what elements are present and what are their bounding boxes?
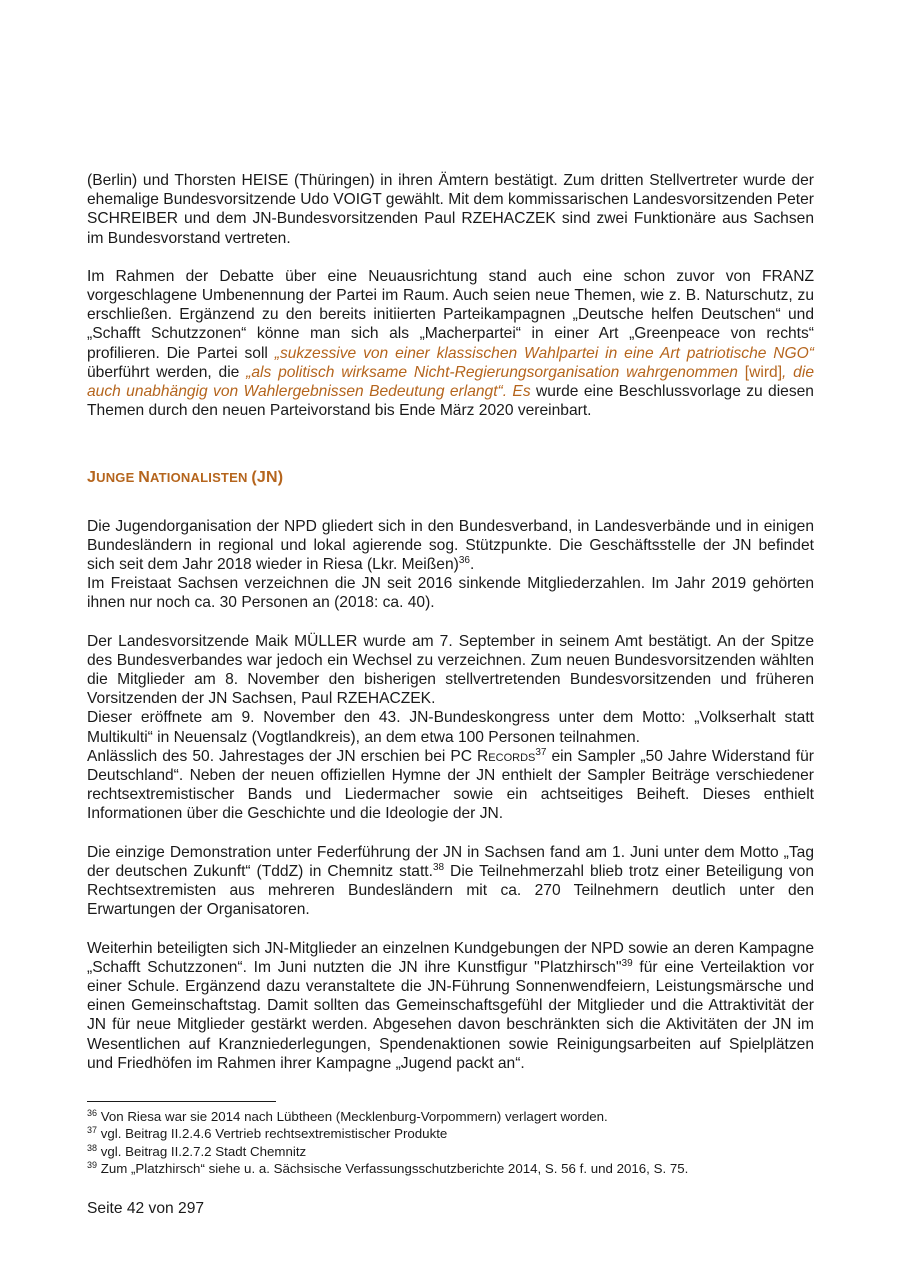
- quote-ngo: „sukzessive von einer klassischen Wahlpartei in eine Art patriotische NGO“: [274, 344, 815, 362]
- paragraph-landesvorsitzender: Der Landesvorsitzende Maik MÜLLER wurde am 7. September in seinem Amt bestätigt. An der Spitze des Bundesverbandes war jedoch ein Wechsel zu verzeichnen. Zum neuen Bundesvorsitzenden wählten die Mitglieder am 8. November den bisherigen stellvertretenden Bundesvorsitzenden und früheren Vorsitzenden der JN Sachsen, Paul RZEHACZEK.: [87, 632, 814, 708]
- text-run: für eine Verteilaktion vor einer Schule. Ergänzend dazu veranstaltete die JN-Führung Sonnenwendfeiern, Leistungsmärsche und einen Gemeinschaftstag. Damit sollten das Gemeinschaftsgefühl der Mitglieder und die Attraktivität der JN für neue Mitglieder gestärkt werden. Abgesehen davon beschränkten sich die Aktivitäten der JN im Wesentlichen auf Kranzniederlegungen, Spendenaktionen sowie Reinigungsarbeiten auf Spielplätzen und Friedhöfen im Rahmen ihrer Kampagne „Jugend packt an“.: [87, 958, 815, 1072]
- paragraph-jugendorganisation: [87, 517, 814, 575]
- paragraph-bundesvorstand: (Berlin) und Thorsten HEISE (Thüringen) in ihren Ämtern bestätigt. Zum dritten Stellvertreter wurde der ehemalige Bundesvorsitzende Udo VOIGT gewählt. Mit dem kommissarischen Landesvorsitzenden Peter SCHREIBER und dem JN-Bundesvorsitzenden Paul RZEHACZEK sind zwei Funktionäre aus Sachsen im Bundesvorstand vertreten.: [87, 172, 814, 247]
- label-records: Records: [477, 747, 536, 765]
- heading-initial: N: [138, 469, 151, 487]
- text-run: Die einzige Demonstration unter Federführung der JN in Sachsen fand am 1. Juni unter dem Motto „Tag der deutschen Zukunft“ (TddZ) in Chemnitz statt.: [87, 843, 814, 880]
- footnote-39: [87, 1160, 814, 1177]
- footnote-text: vgl. Beitrag II.2.7.2 Stadt Chemnitz: [97, 1143, 307, 1159]
- text-run: Im Rahmen der Debatte über eine Neuausrichtung stand auch eine schon zuvor von FRANZ vorgeschlagene Umbenennung der Partei im Raum. Auch seien neue Themen, wie z. B. Naturschutz, zu erschließen. Ergänzend zu den bereits initiierten Parteikampagnen „Deutsche helfen Deutschen“ und „Schafft Schutzzonen“ könne man sich als „Macherpartei“ in einer Art „Greenpeace von rechts“ profilieren. Die Partei soll: [87, 267, 814, 362]
- footnote-36: [87, 1108, 814, 1125]
- text-run: überführt werden, die: [87, 363, 247, 381]
- footnote-separator: [87, 1101, 276, 1102]
- heading-spacer: [87, 507, 814, 517]
- paragraph-spacer: [87, 420, 814, 439]
- footnote-38: [87, 1143, 814, 1160]
- paragraph-bundeskongress: Dieser eröffnete am 9. November den 43. JN-Bundeskongress unter dem Motto: „Volkserhalt statt Multikulti“ in Neuensalz (Vogtlandkreis), an dem etwa 100 Personen teilnahmen.: [87, 709, 814, 746]
- footnote-text: Zum „Platzhirsch“ siehe u. a. Sächsische Verfassungsschutzberichte 2014, S. 56 f. und 2016, S. 75.: [97, 1161, 689, 1177]
- footnote-number: 39: [87, 1160, 98, 1171]
- text-run: wurde eine Beschlussvorlage zu diesen Themen durch den neuen Parteivorstand bis Ende März 2020 vereinbart.: [87, 383, 814, 420]
- footnote-ref-36[interactable]: 36: [458, 555, 470, 567]
- paragraph-aktivitaeten: [87, 939, 814, 1073]
- paragraph-spacer: [87, 248, 814, 267]
- footnote-ref-38[interactable]: 38: [432, 861, 445, 873]
- paragraph-spacer: [87, 488, 814, 507]
- footnote-ref-39[interactable]: 39: [621, 957, 633, 969]
- text-run: Die Teilnehmerzahl blieb trotz einer Beteiligung von Rechtsextremisten aus mehreren Bundesländern mit ca. 270 Teilnehmern deutlich unter den Erwartungen der Organisatoren.: [87, 862, 814, 919]
- section-spacer: [87, 439, 814, 468]
- paragraph-spacer: [87, 920, 814, 939]
- text-run: Anlässlich des 50. Jahrestages der JN erschien bei PC: [87, 747, 478, 765]
- heading-text: ATIONALISTEN: [150, 470, 252, 486]
- text-run: .: [469, 556, 475, 574]
- footnote-number: 37: [87, 1125, 98, 1136]
- paragraph-sampler: [87, 747, 814, 824]
- footnote-text: Von Riesa war sie 2014 nach Lübtheen (Mecklenburg-Vorpommern) verlagert worden.: [97, 1109, 608, 1124]
- footnotes: [87, 1108, 814, 1178]
- text-run: ein Sampler „50 Jahre Widerstand für Deutschland“. Neben der neuen offiziellen Hymne der JN enthielt der Sampler Beiträge verschiedener rechtsextremistischer Bands und Liedermacher sowie ein achtseitiges Beiheft. Dieses enthielt Informationen über die Geschichte und die Ideologie der JN.: [87, 747, 814, 823]
- paragraph-mitgliederzahlen: Im Freistaat Sachsen verzeichnen die JN seit 2016 sinkende Mitgliederzahlen. Im Jahr 2019 gehörten ihnen nur noch ca. 30 Personen an (2018: ca. 40).: [87, 575, 814, 612]
- footnote-37: [87, 1125, 814, 1142]
- quote-insertion: [wird]: [737, 363, 783, 381]
- quote-nicht-regierungsorganisation: „als politisch wirksame Nicht-Regierungsorganisation wahrgenommen: [246, 363, 738, 381]
- paragraph-demonstration: [87, 843, 814, 920]
- footnote-number: 38: [87, 1142, 98, 1153]
- paragraph-spacer: [87, 613, 814, 632]
- text-run: Die Jugendorganisation der NPD gliedert sich in den Bundesverband, in Landesverbände und in einigen Bundesländern in regional und lokal agierende sog. Stützpunkte. Die Geschäftsstelle der JN befindet sich seit dem Jahr 2018 wieder in Riesa (Lkr. Meißen): [87, 517, 814, 574]
- page-number: Seite 42 von 297: [87, 1200, 205, 1217]
- quote-bedeutung: , die auch unabhängig von Wahlergebnissen Bedeutung erlangt“. Es: [87, 363, 814, 401]
- text-run: Weiterhin beteiligten sich JN-Mitglieder an einzelnen Kundgebungen der NPD sowie an deren Kampagne „Schafft Schutzzonen“. Im Juni nutzten die JN ihre Kunstfigur "Platzhirsch": [87, 939, 814, 976]
- footnote-number: 36: [87, 1108, 98, 1118]
- main-content: [87, 171, 814, 1073]
- section-heading-jn: [87, 468, 814, 487]
- paragraph-neuausrichtung: [87, 267, 814, 421]
- paragraph-spacer: [87, 824, 814, 843]
- heading-abbreviation: (JN): [251, 469, 284, 487]
- footnote-ref-37[interactable]: 37: [535, 746, 547, 758]
- heading-text: UNGE: [96, 470, 139, 486]
- heading-initial: J: [87, 469, 97, 487]
- footnote-text: vgl. Beitrag II.2.4.6 Vertrieb rechtsextremistischer Produkte: [97, 1126, 448, 1142]
